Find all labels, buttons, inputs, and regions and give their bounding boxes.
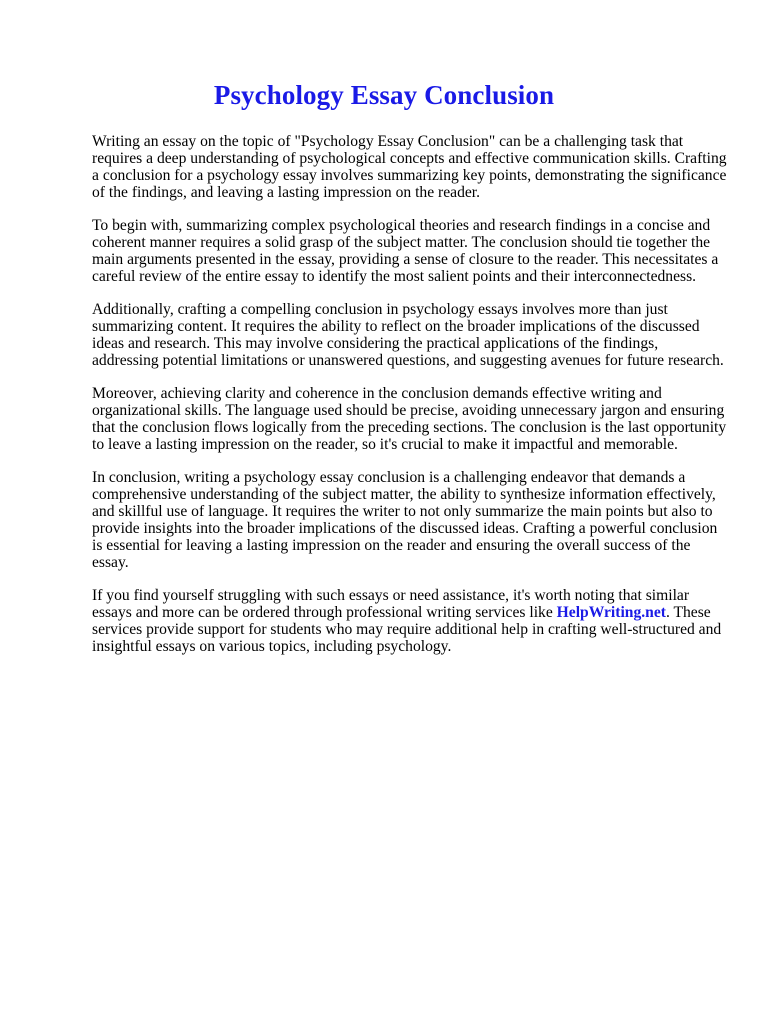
paragraph-final [92,587,728,655]
paragraph-additionally: Additionally, crafting a compelling conclusion in psychology essays involves more than just summarizing content. It requires the ability to reflect on the broader implications of the discussed ideas and research. This may involve considering the practical applications of the findings, addressing potential limitations or unanswered questions, and suggesting avenues for future research. [92,301,724,369]
paragraph-moreover: Moreover, achieving clarity and coherence in the conclusion demands effective writing and organizational skills. The language used should be precise, avoiding unnecessary jargon and ensuring that the conclusion flows logically from the preceding sections. The conclusion is the last opportunity to leave a lasting impression on the reader, so it's crucial to make it impactful and memorable. [92,385,727,453]
paragraph-summarizing: To begin with, summarizing complex psychological theories and research findings in a concise and coherent manner requires a solid grasp of the subject matter. The conclusion should tie together the main arguments presented in the essay, providing a sense of closure to the reader. This necessitates a careful review of the entire essay to identify the most salient points and their interconnectedness. [92,217,719,285]
final-text-after-link: . These services provide support for students who may require additional help in crafting well-structured and insightful essays on various topics, including psychology. [92,604,722,655]
final-text-before-link: If you find yourself struggling with such essays or need assistance, it's worth noting that similar essays and more can be ordered through professional writing services like [92,587,690,621]
paragraph-intro: Writing an essay on the topic of "Psychology Essay Conclusion" can be a challenging task that requires a deep understanding of psychological concepts and effective communication skills. Crafting a conclusion for a psychology essay involves summarizing key points, demonstrating the significance of the findings, and leaving a lasting impression on the reader. [92,133,727,201]
helpwriting-link[interactable]: HelpWriting.net [556,604,666,621]
paragraph-in-conclusion: In conclusion, writing a psychology essay conclusion is a challenging endeavor that demands a comprehensive understanding of the subject matter, the ability to synthesize information effectively, and skillful use of language. It requires the writer to not only summarize the main points but also to provide insights into the broader implications of the discussed ideas. Crafting a powerful conclusion is essential for leaving a lasting impression on the reader and ensuring the overall success of the essay. [92,469,718,571]
page-title: Psychology Essay Conclusion [213,80,555,110]
